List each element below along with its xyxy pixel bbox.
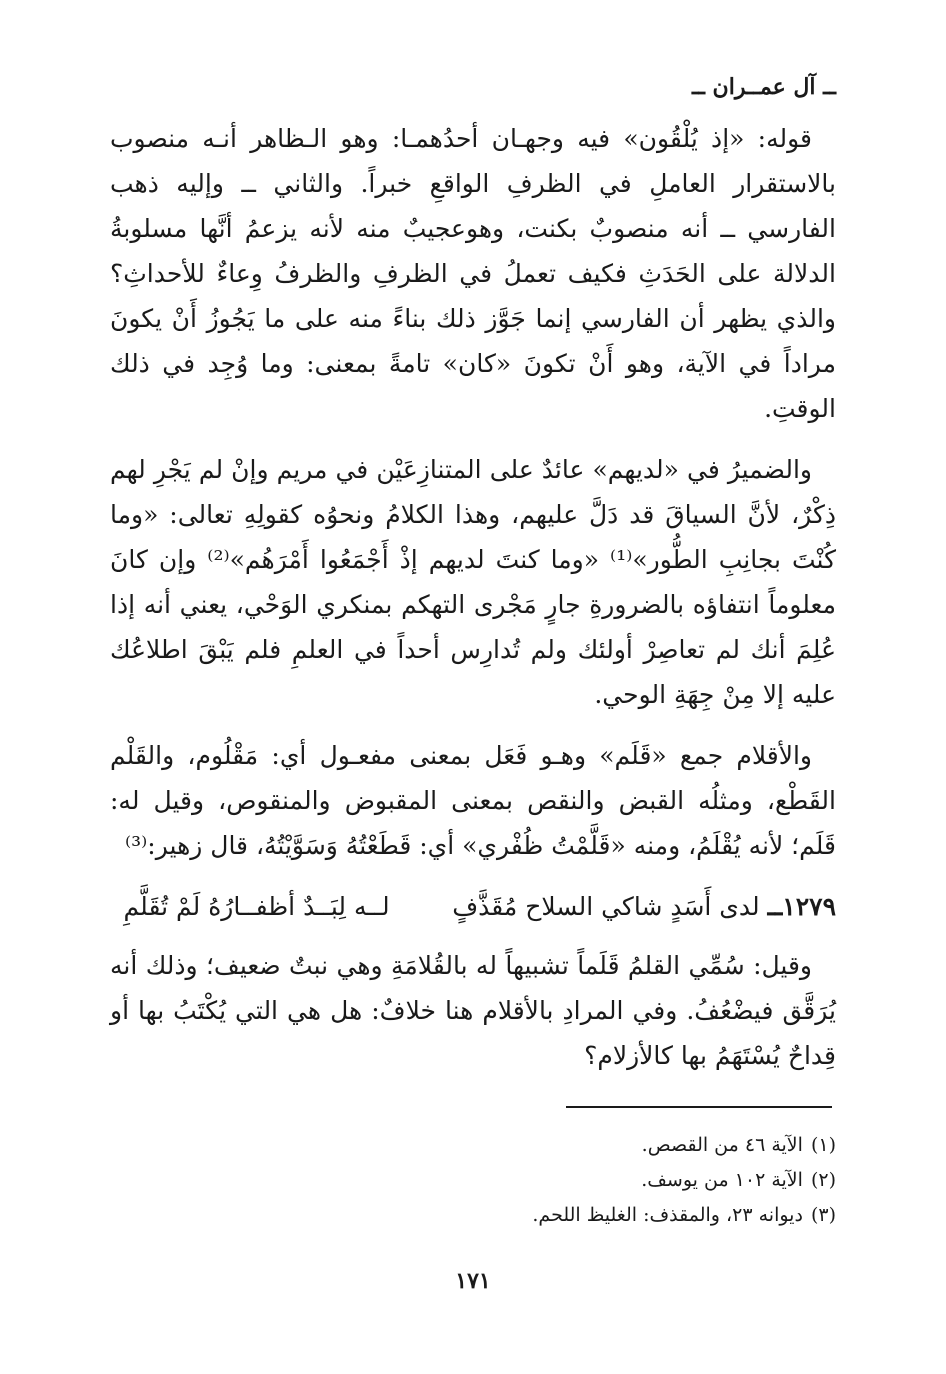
footnote-text: ديوانه ٢٣، والمقذف: الغليظ اللحم. bbox=[532, 1204, 803, 1226]
main-text bbox=[110, 116, 836, 1094]
footnote-number: (٢) bbox=[810, 1169, 836, 1191]
verse-number: ١٢٧٩ــ bbox=[767, 892, 836, 921]
footnotes bbox=[110, 1128, 836, 1233]
verse-second-hemistich: لــه لِبَــدٌ أظفــارُهُ لَمْ تُقَلَّمِ bbox=[123, 892, 390, 921]
paragraph-4: وقيل: سُمِّي القلمُ قَلَماً تشبيهاً له بالقُلامَةِ وهي نبتٌ ضعيف؛ وذلك أنه يُرَقَّق فيضْعُفُ. وفي المرادِ بالأقلام هنا خلافٌ: هل هي التي يُكْتَبُ بها أو قِداحٌ يُسْتَهَمُ بها كالأزلام؟ bbox=[110, 951, 836, 1070]
footnote-number: (١) bbox=[810, 1134, 836, 1156]
footnote-text: الآية ٤٦ من القصص. bbox=[641, 1134, 803, 1156]
footnote-1 bbox=[110, 1128, 836, 1163]
footnote-number: (٣) bbox=[810, 1204, 836, 1226]
footnote-text: الآية ١٠٢ من يوسف. bbox=[641, 1169, 803, 1191]
running-header: ــ آل عمــران ــ bbox=[692, 74, 836, 100]
footnote-3 bbox=[110, 1198, 836, 1233]
paragraph-1: قوله: «إذ يُلْقُون» فيه وجهـان أحدُهمـا: وهو الـظاهر أنـه منصوب بالاستقرار العاملِ في الظرفِ الواقعِ خبراً. والثاني ــ وإليه ذهب الفارسي ــ أنه منصوبٌ بكنت، وهوعجيبٌ منه لأنه يزعمُ أنَّها مسلوبةُ الدلالة على الحَدَثِ فكيف تعملُ في الظرفِ والظرفُ وِعاءٌ للأحداثِ؟ والذي يظهر أن الفارسي إنما جَوَّز ذلك بناءً منه على ما يَجُوزُ أَنْ يكونَ مراداً في الآية، وهو أَنْ تكونَ «كان» تامةً بمعنى: وما وُجِد في ذلك الوقتِ. bbox=[110, 124, 836, 423]
poetry-verse bbox=[110, 884, 836, 929]
verse-first-hemistich: لدى أَسَدٍ شاكي السلاح مُقَذَّفٍ bbox=[452, 892, 760, 921]
page-number: ١٧١ bbox=[455, 1268, 491, 1294]
paragraph-2: والضميرُ في «لديهم» عائدٌ على المتنازِعَيْن في مريم وإنْ لم يَجْرِ لهم ذِكْرٌ، لأنَّ السياقَ قد دَلَّ عليهم، وهذا الكلامُ ونحوُه كقولِهِ تعالى: «وما كُنْتَ بجانِبِ الطُّور»⁽¹⁾ «وما كنتَ لديهم إذْ أَجْمَعُوا أَمْرَهُم»⁽²⁾ وإن كانَ معلوماً انتفاؤه بالضرورةِ جارٍ مَجْرى التهكم بمنكري الوَحْي، يعني أنه إذا عُلِمَ أنك لم تعاصِرْ أولئك ولم تُدارِس أحداً في العلمِ فلم يَبْقَ اطلاعُك عليه إلا مِنْ جِهَةِ الوحي. bbox=[110, 455, 836, 709]
footnote-divider bbox=[566, 1106, 832, 1108]
footnote-2 bbox=[110, 1163, 836, 1198]
paragraph-3: والأقلام جمع «قَلَم» وهـو فَعَل بمعنى مفعـول أي: مَقْلُوم، والقَلْم القَطْع، ومثلُه القبض والنقص بمعنى المقبوض والمنقوص، وقيل له: قَلَم؛ لأنه يُقْلَمُ، ومنه «قَلَّمْتُ ظُفْري» أي: قَطَعْتُهُ وَسَوَّيْتُهُ، قال زهير:⁽³⁾ bbox=[110, 741, 836, 860]
